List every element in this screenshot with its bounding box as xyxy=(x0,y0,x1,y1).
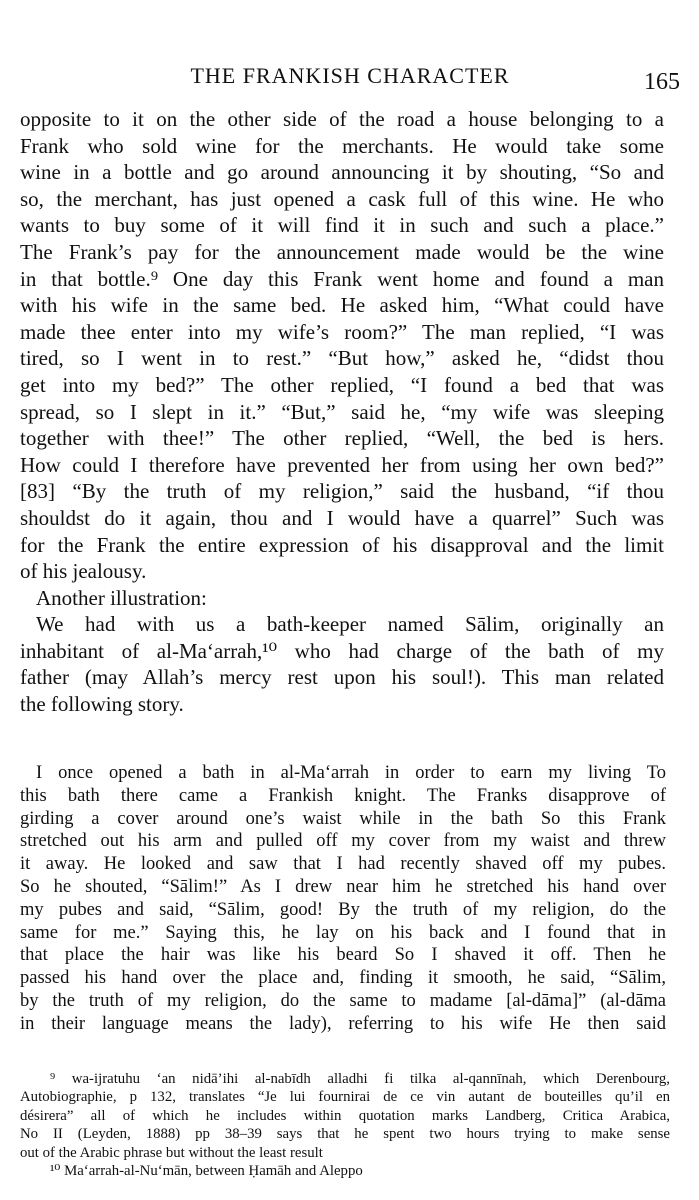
text-line: We had with us a bath-keeper named Sālim, originally an xyxy=(36,612,664,637)
text-line: tired, so I went in to rest.” “But how,” asked he, “didst thou xyxy=(20,346,664,371)
text-line: Frank who sold wine for the merchants. He would take some xyxy=(20,133,664,158)
quote-line: stretched out his arm and pulled off my cover from my waist and threw xyxy=(20,831,666,852)
text-line: the following story. xyxy=(20,692,184,717)
text-line: shouldst do it again, thou and I would have a quarrel” Such was xyxy=(20,505,664,530)
quote-line: girding a cover around one’s waist while in the bath So this Frank xyxy=(20,808,666,829)
quote-line: that place the hair was like his beard So I shaved it off. Then he xyxy=(20,945,666,966)
text-line: spread, so I slept in it.” “But,” said he, “my wife was sleeping xyxy=(20,399,664,424)
running-head: THE FRANKISH CHARACTER xyxy=(190,63,510,88)
text-line: with his wife in the same bed. He asked him, “What could have xyxy=(20,293,664,318)
footnote-line: Autobiographie, p 132, translates “Je lui fournirai de ce vin autant de bouteilles qu’il en xyxy=(20,1089,670,1106)
text-line: The Frank’s pay for the announcement made would be the wine xyxy=(20,239,664,264)
page-header xyxy=(20,62,680,95)
text-line: made thee enter into my wife’s room?” The man replied, “I was xyxy=(20,319,664,344)
text-line: Another illustration: xyxy=(36,585,207,610)
quote-line: by the truth of my religion, do the same to madame [al-dāma]” (al-dāma xyxy=(20,990,666,1011)
text-line: in that bottle.⁹ One day this Frank went home and found a man xyxy=(20,266,664,291)
quote-line: my pubes and said, “Sālim, good! By the truth of my religion, do the xyxy=(20,899,666,920)
text-line: wine in a bottle and go around announcing it by shouting, “So and xyxy=(20,160,664,185)
text-line: inhabitant of al-Ma‘arrah,¹⁰ who had charge of the bath of my xyxy=(20,638,664,663)
footnotes xyxy=(20,1070,670,1180)
text-line: get into my bed?” The other replied, “I found a bed that was xyxy=(20,372,664,397)
page-number: 165 xyxy=(644,69,680,95)
footnote-line: No II (Leyden, 1888) pp 38–39 says that he spent two hours trying to make sense xyxy=(20,1126,670,1143)
text-line: How could I therefore have prevented her from using her own bed?” xyxy=(20,452,664,477)
quote-line: it away. He looked and saw that I had recently shaved off my pubes. xyxy=(20,854,666,875)
footnote-line: out of the Arabic phrase but without the least result xyxy=(20,1144,323,1161)
quote-line: So he shouted, “Sālim!” As I drew near him he stretched his hand over xyxy=(20,876,666,897)
text-line: so, the merchant, has just opened a cask full of this wine. He who xyxy=(20,186,664,211)
quote-line: in their language means the lady), referring to his wife He then said xyxy=(20,1013,666,1034)
text-line: of his jealousy. xyxy=(20,559,147,584)
footnote-line: ⁹ wa-ijratuhu ‘an nidā’ihi al-nabīdh alladhi fi tilka al-qannīnah, which Derenbourg, xyxy=(50,1071,670,1087)
quote-line: this bath there came a Frankish knight. The Franks disapprove of xyxy=(20,785,666,806)
text-line: opposite to it on the other side of the road a house belonging to a xyxy=(20,107,664,131)
text-line: together with thee!” The other replied, “Well, the bed is hers. xyxy=(20,426,664,451)
block-quote xyxy=(20,762,666,1036)
quote-line: passed his hand over the place and, finding it smooth, he said, “Sālim, xyxy=(20,968,666,989)
quote-line: I once opened a bath in al-Ma‘arrah in order to earn my living To xyxy=(36,763,666,783)
footnote-line: désirera” all of which he includes within quotation marks Landberg, Critica Arabica, xyxy=(20,1107,670,1124)
main-text xyxy=(20,106,664,718)
text-line: for the Frank the entire expression of his disapproval and the limit xyxy=(20,532,664,557)
text-line: father (may Allah’s mercy rest upon his soul!). This man related xyxy=(20,665,664,690)
quote-line: same for me.” Saying this, he lay on his back and I found that in xyxy=(20,922,666,943)
footnote-line: ¹⁰ Ma‘arrah-al-Nu‘mān, between Ḥamāh and Aleppo xyxy=(50,1162,363,1179)
text-line: [83] “By the truth of my religion,” said the husband, “if thou xyxy=(20,479,664,504)
text-line: wants to buy some of it will find it in such and such a place.” xyxy=(20,213,664,238)
